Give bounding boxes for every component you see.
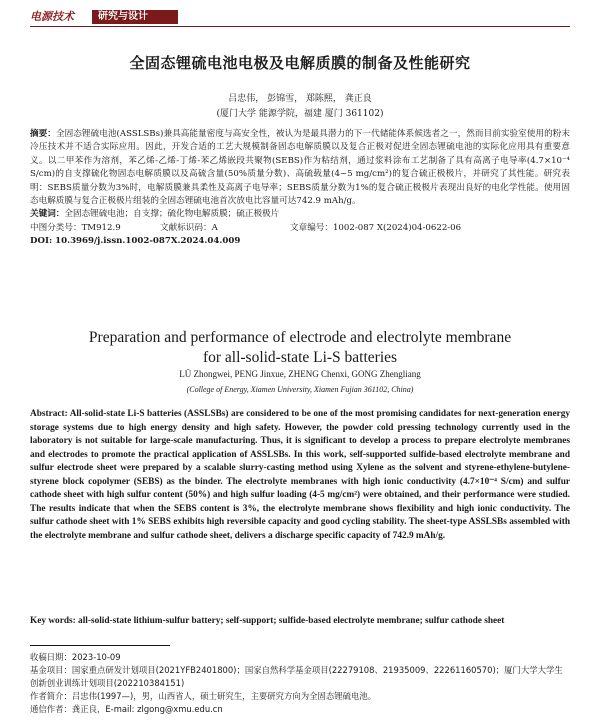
keywords-chinese-text: 全固态锂硫电池；自支撑；硫化物电解质膜；硫正极极片: [64, 209, 280, 220]
footnotes: [30, 651, 570, 716]
authors-english: LÜ Zhongwei, PENG Jinxue, ZHENG Chenxi, GONG Zhengliang: [179, 369, 421, 379]
abstract-chinese: [30, 128, 570, 249]
keywords-english-text: all-solid-state lithium-sulfur battery; self-support; sulfide-based electrolyte membrane; sulfur cathode sheet: [78, 616, 505, 626]
article-number: 文章编号：1002-087 X(2024)04-0622-06: [290, 222, 462, 233]
received-date: 收稿日期：2023-10-09: [30, 652, 121, 662]
doi: DOI: 10.3969/j.issn.1002-087X.2024.04.009: [30, 236, 241, 247]
abstract-english-text: All-solid-state Li-S batteries (ASSLSBs) are considered to be one of the most promising candidates for next-generation energy storage systems due to high energy density and high safety. However, the powder cold pressing technology currently used in the laboratory is not suitable for large-scale manufacturing. Thus, it is significant to develop a process to prepare electrolyte membranes and electrodes to promote the practical application of ASSLSBs. In this work, self-supported sulfide-based electrolyte membrane and sulfur electrode sheet were prepared by a scalable slurry-casting method using Xylene as the solvent and styrene-ethylene-butylene-styrene block copolymer (SEBS) as the binder. The electrolyte membranes with high ionic conductivity (4.7×10⁻⁴ S/cm) and sulfur cathode sheet with high sulfur content (50%) and high sulfur loading (4-5 mg/cm²) were obtained, and their performance were studied. The results indicate that when the SEBS content is 3%, the electrolyte membrane shows flexibility and high ionic conductivity. The sulfur cathode sheet with 1% SEBS exhibits high reversible capacity and good cycling stability. The sheet-type ASSLSBs assembled with the electrolyte membrane and sulfur cathode sheet, delivers a discharge specific capacity of 742.9 mAh/g.: [30, 409, 571, 541]
header-rule: [30, 26, 570, 27]
footnote-rule: [30, 645, 170, 646]
document-code: 文献标识码：A: [160, 222, 218, 233]
keywords-english: [30, 615, 570, 629]
title-chinese: 全固态锂硫电池电极及电解质膜的制备及性能研究: [129, 54, 471, 72]
author-bio: 作者简介：吕忠伟(1997—)，男，山西省人，硕士研究生，主要研究方向为全固态锂硫电池。: [30, 691, 377, 701]
abstract-english-label: Abstract:: [30, 409, 68, 419]
authors-chinese: 吕忠伟， 彭锦雪， 郑陈熙， 龚正良: [228, 94, 372, 104]
abstract-chinese-label: 摘要：: [30, 129, 56, 139]
affiliation-english: (College of Energy, Xiamen University, Xiamen Fujian 361102, China): [186, 385, 414, 394]
journal-logo: 电源技术: [30, 10, 90, 24]
abstract-english: [30, 408, 570, 543]
affiliation-chinese: (厦门大学 能源学院，福建 厦门 361102): [216, 109, 384, 119]
abstract-chinese-text: 全固态锂硫电池(ASSLSBs)兼具高能量密度与高安全性，被认为是最具潜力的下一代储能体系候选者之一，然而目前实验室使用的粉末冷压技术并不适合实际应用。因此，开发合适的工艺大规模制备固态电解质膜以及复合正极对促进全固态锂硫电池的实际化应用具有重要意义。以二甲苯作为溶剂，苯乙烯-乙烯-丁烯-苯乙烯嵌段共聚物(SEBS)作为粘结剂，通过浆料涂布工艺制备了具有高离子电导率(4.7×10⁻⁴ S/cm)的自支撑硫化物固态电解质膜以及高硫含量(50%质量分数)、高硫载量(4~5 mg/cm²)的复合硫正极极片，并研究了其性能。研究表明：SEBS质量分数为3%时，电解质膜兼具柔性及高离子电导率；SEBS质量分数为1%的复合硫正极极片表现出良好的电化学性能。使用固态电解质膜与复合正极极片组装的全固态锂硫电池首次放电比容量可达742.9 mAh/g。: [30, 129, 570, 207]
clc-number: 中图分类号：TM912.9: [30, 222, 121, 233]
classification-line: [30, 222, 570, 235]
fund-projects: 基金项目：国家重点研发计划项目(2021YFB2401800)；国家自然科学基金项目(22279108、21935009、22261160570)；厦门大学大学生创新创业训练计划项目(202210384151): [30, 665, 563, 688]
keywords-english-label: Key words:: [30, 616, 76, 626]
section-label: 研究与设计: [92, 10, 178, 24]
title-english: [0, 328, 600, 368]
title-english-line-2: for all-solid-state Li-S batteries: [202, 349, 398, 366]
title-english-line-1: Preparation and performance of electrode and electrolyte membrane: [88, 329, 512, 346]
keywords-chinese-label: 关键词：: [30, 209, 65, 220]
corresponding-author: 通信作者：龚正良，E-mail: zlgong@xmu.edu.cn: [30, 704, 223, 714]
keywords-chinese: [30, 208, 570, 221]
